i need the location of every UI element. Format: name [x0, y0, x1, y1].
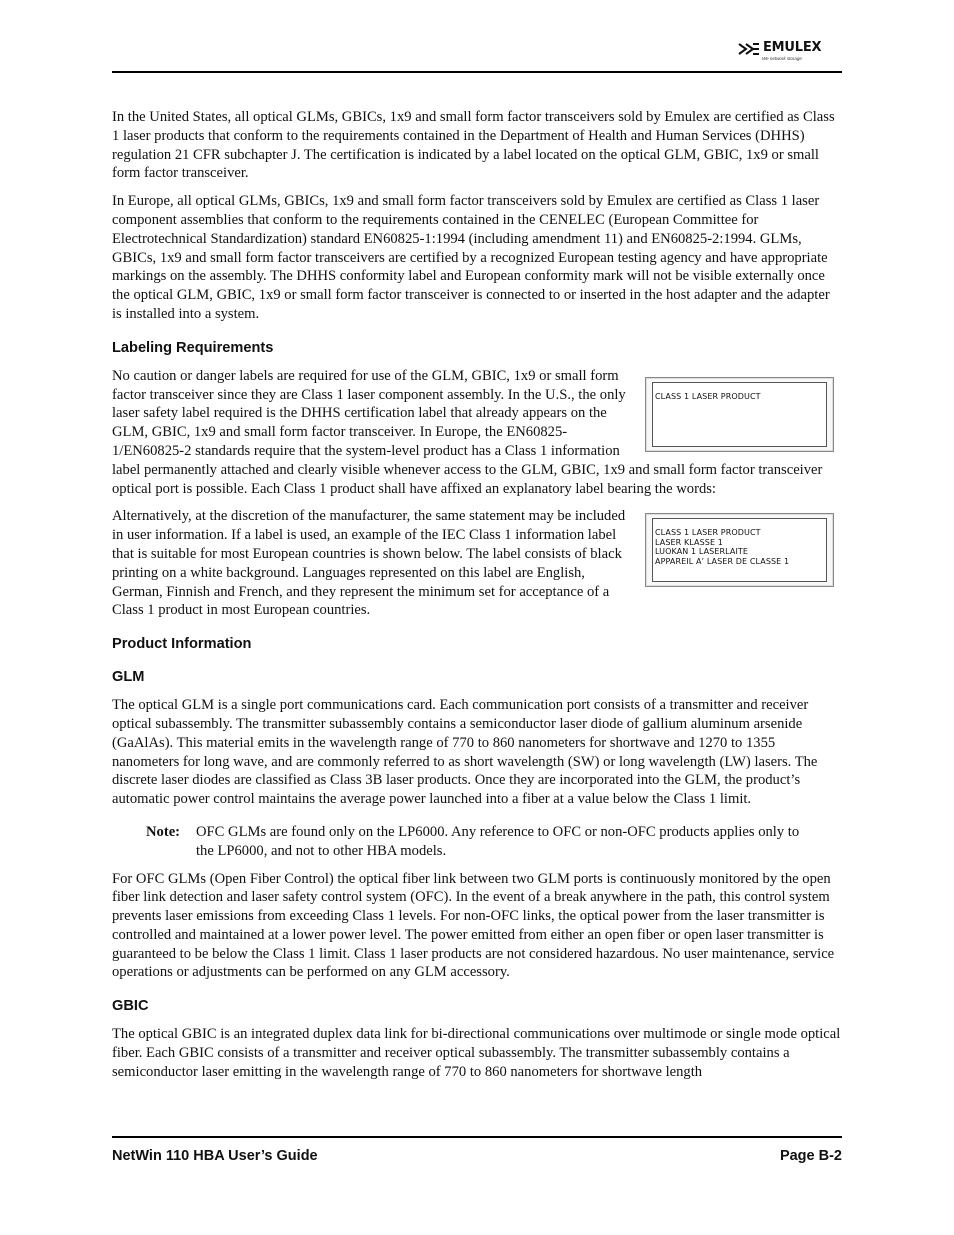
label-line-german: LASER KLASSE 1 — [655, 537, 723, 547]
heading-labeling-requirements: Labeling Requirements — [112, 339, 274, 356]
label-line-french: APPAREIL A’ LASER DE CLASSE 1 — [655, 556, 790, 566]
multilingual-label-box — [652, 518, 827, 582]
paragraph-glm: The optical GLM is a single port communications card. Each communication port consists of a transmitter and receiver optical subassembly. The transmitter subassembly contains a semiconductor laser diode of gallium aluminum arsenide (GaAlAs). This material emits in the wavelength range of 770 to 860 nanometers for shortwave and 1270 to 1355 nanometers for long wave, and are commonly referred to as short wavelength (SW) or long wavelength (LW) lasers. The discrete laser diodes are classified as Class 3B laser products. Once they are incorporated into the GLM, the product’s automatic power control maintains the average power launched into a fiber at a value below the Class 1 limit. — [112, 697, 818, 808]
paragraph-gbic: The optical GBIC is an integrated duplex data link for bi-directional communications over multimode or single mode optical fiber. Each GBIC consists of a transmitter and receiver optical subassembly. The transmitter subassembly contains a semiconductor laser emitting in the wavelength range of 770 to 860 nanometers for shortwave length — [112, 1026, 841, 1080]
heading-gbic: GBIC — [112, 998, 149, 1015]
footer-rule — [112, 1136, 842, 1138]
logo-tagline: We network storage — [762, 56, 802, 61]
note-block — [146, 823, 842, 861]
note-label: Note: — [146, 823, 181, 840]
paragraph-europe-certification: In Europe, all optical GLMs, GBICs, 1x9 and small form factor transceivers sold by Emulex are certified as Class 1 laser component assemblies that conform to the requirements contained in the CENELEC (European Committee for Electrotechnical Standardization) standard EN60825-1:1994 (including amendment 11) and EN60825-2:1994. GLMs, GBICs, 1x9 and small form factor transceivers are certified by a recognized European testing agency and have appropriate markings on the assembly. The DHHS conformity label and European conformity mark will not be visible externally once the optical GLM, GBIC, 1x9 or small form factor transceiver is connected to or inserted in the host adapter and the adapter is installed into a system. — [112, 193, 830, 322]
paragraph-labeling: No caution or danger labels are required for use of the GLM, GBIC, 1x9 or small form factor transceiver since they are Class 1 laser component assembly. In the U.S., the only laser safety label required is the DHHS certification label that already appears on the GLM, GBIC, 1x9 and small form factor transceiver. In Europe, the EN60825-1/EN60825-2 standards require that the system-level product has a Class 1 information label permanently attached and clearly visible whenever access to the GLM, GBIC, 1x9 and small form factor transceiver optical port is possible. Each Class 1 product shall have affixed an explanatory label bearing the words: — [112, 367, 823, 497]
paragraph-alternative: Alternatively, at the discretion of the manufacturer, the same statement may be included in user information. If a label is used, an example of the IEC Class 1 information label that is suitable for most European countries is shown below. The label consists of black printing on a white background. Languages represented on this label are English, German, Finnish and French, and they represent the minimum set for acceptance of a Class 1 product in most European countries. — [112, 508, 626, 619]
emulex-logo-icon — [738, 42, 760, 56]
paragraph-us-certification: In the United States, all optical GLMs, GBICs, 1x9 and small form factor transceivers sold by Emulex are certified as Class 1 laser products that conform to the requirements contained in the Department of Health and Human Services (DHHS) regulation 21 CFR subchapter J. The certification is indicated by a label located on the optical GLM, GBIC, 1x9 or small form factor transceiver. — [112, 109, 835, 182]
label-line-finnish: LUOKAN 1 LASERLAITE — [655, 547, 749, 557]
footer-guide-title: NetWin 110 HBA User’s Guide — [112, 1148, 318, 1164]
header-rule — [112, 71, 842, 73]
label-line: CLASS 1 LASER PRODUCT — [655, 391, 761, 401]
figure-class1-label — [645, 377, 834, 452]
class1-label-box — [652, 382, 827, 447]
body-text — [112, 108, 842, 1091]
emulex-logo — [738, 41, 821, 56]
page-footer — [112, 1148, 842, 1164]
footer-page-number: Page B-2 — [779, 1148, 842, 1164]
figure-multilingual-label — [645, 513, 834, 587]
heading-glm: GLM — [112, 669, 145, 686]
note-text: OFC GLMs are found only on the LP6000. Any reference to OFC or non-OFC products applies only to the LP6000, and not to other HBA models. — [196, 823, 800, 859]
label-line-english: CLASS 1 LASER PRODUCT — [655, 528, 761, 538]
heading-product-information: Product Information — [112, 636, 252, 653]
logo-wordmark: EMULEX — [763, 40, 822, 55]
paragraph-ofc: For OFC GLMs (Open Fiber Control) the optical fiber link between two GLM ports is continuously monitored by the open fiber link detection and laser safety control system (OFC). In the event of a break anywhere in the path, this control system prevents laser emissions from exceeding Class 1 levels. For non-OFC links, the optical power from the laser transmitter is controlled and maintained at a lower power level. The power emitted from either an open fiber or open laser transmitter is guaranteed to be below the Class 1 limit. Class 1 laser products are not considered hazardous. No user maintenance, service operations or adjustments can be performed on any GLM accessory. — [112, 870, 835, 981]
